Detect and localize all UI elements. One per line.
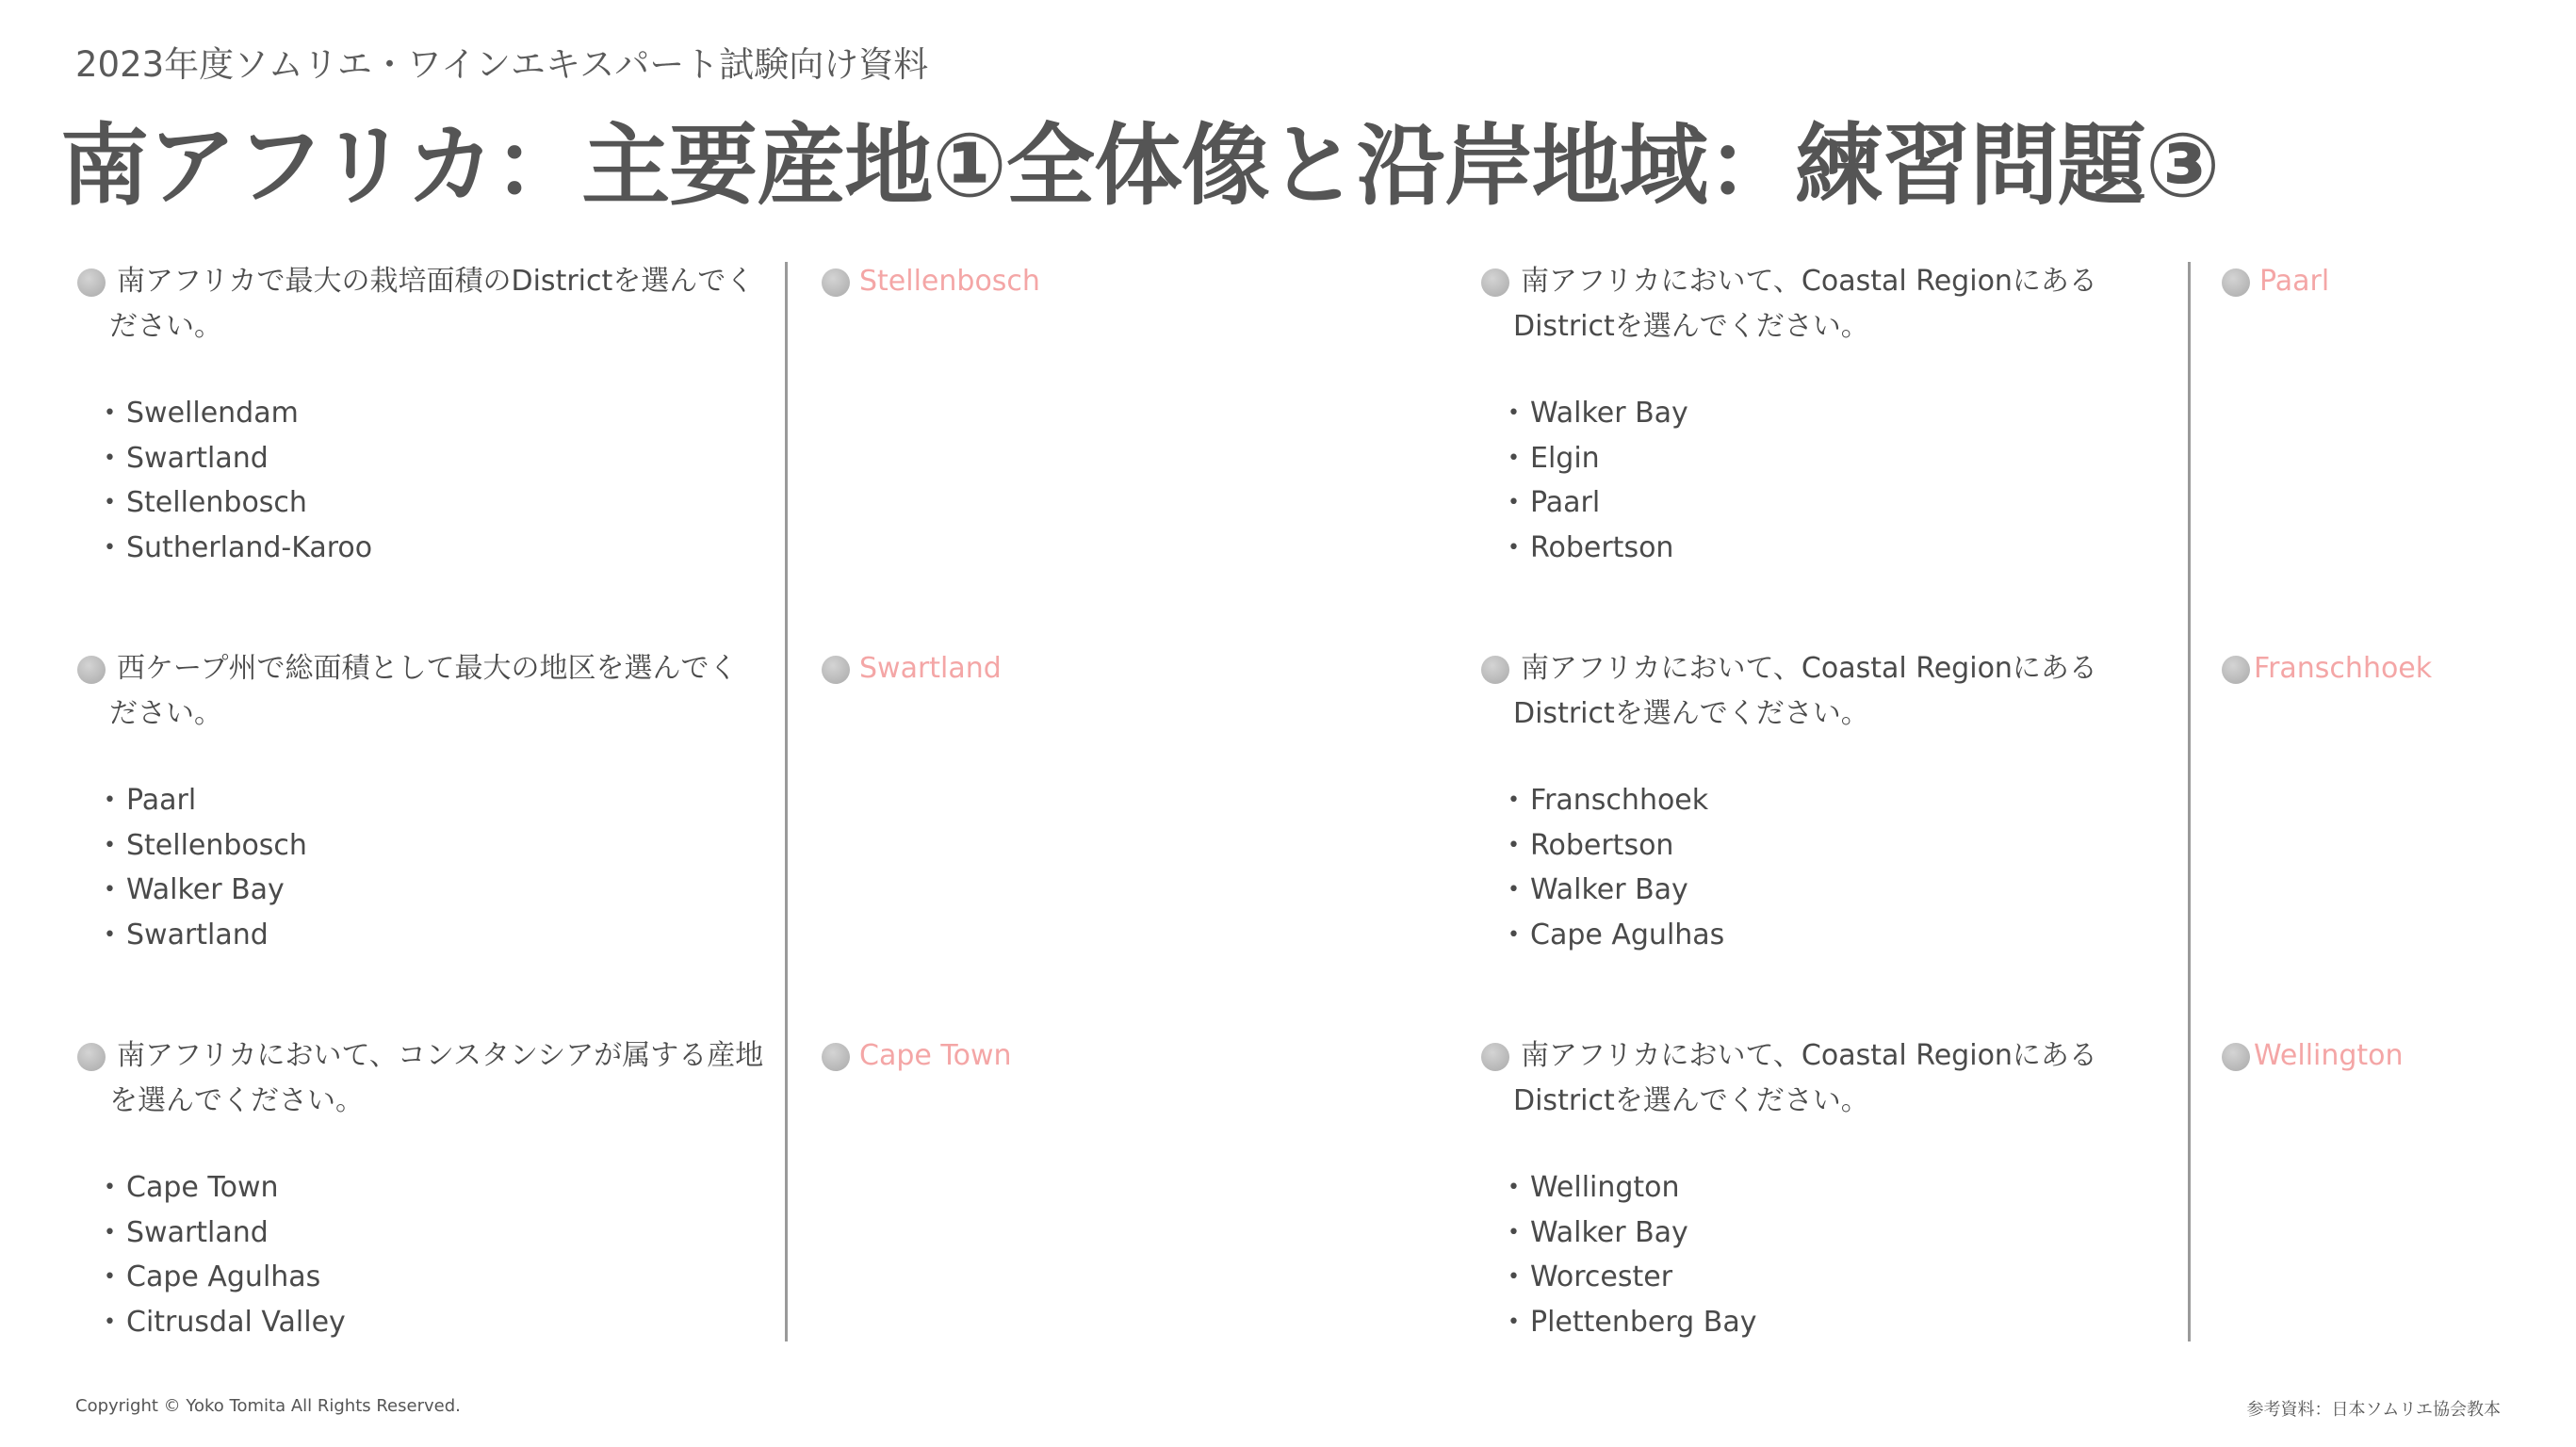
answer — [2222, 1033, 2404, 1079]
answer-bullet-icon — [2222, 268, 2250, 297]
options-list — [104, 391, 372, 570]
option-item: • Walker Bay — [104, 868, 307, 913]
option-item: • Robertson — [1508, 823, 1724, 869]
answer-bullet-icon — [2222, 1043, 2250, 1071]
answer-bullet-icon — [822, 656, 850, 684]
question-text: 南アフリカにおいて、コンスタンシアが属する産地を選んでください。 — [109, 1039, 764, 1117]
question-text: 南アフリカで最大の栽培面積のDistrictを選んでください。 — [109, 265, 755, 343]
answer-text: Paarl — [2259, 265, 2330, 298]
option-item: • Franschhoek — [1508, 778, 1724, 823]
option-item: • Paarl — [104, 778, 307, 823]
answer-text: Cape Town — [859, 1039, 1012, 1072]
header-subtitle: 2023年度ソムリエ・ワインエキスパート試験向け資料 — [75, 44, 929, 85]
question-bullet-icon — [1481, 1043, 1509, 1071]
question-bullet-icon — [77, 268, 106, 297]
question-bullet-icon — [77, 656, 106, 684]
question-bullet-icon — [1481, 268, 1509, 297]
option-item: • Cape Agulhas — [1508, 913, 1724, 958]
question — [1481, 646, 2169, 737]
question — [1481, 1033, 2169, 1124]
question-text: 南アフリカにおいて、Coastal RegionにあるDistrictを選んでください。 — [1513, 1039, 2097, 1117]
answer-text: Stellenbosch — [859, 265, 1040, 298]
answer — [822, 259, 1040, 304]
answer — [2222, 259, 2329, 304]
answer-bullet-icon — [822, 268, 850, 297]
option-item: • Wellington — [1508, 1165, 1756, 1211]
question — [1481, 259, 2169, 350]
page-title: 南アフリカ：主要産地①全体像と沿岸地域：練習問題③ — [60, 115, 2220, 218]
option-item: • Stellenbosch — [104, 480, 372, 526]
option-item: • Swartland — [104, 913, 307, 958]
options-list — [1508, 391, 1688, 570]
options-list — [104, 1165, 346, 1344]
option-item: • Robertson — [1508, 526, 1688, 571]
option-item: • Walker Bay — [1508, 391, 1688, 436]
option-item: • Citrusdal Valley — [104, 1300, 346, 1345]
option-item: • Cape Agulhas — [104, 1255, 346, 1300]
option-item: • Swellendam — [104, 391, 372, 436]
option-item: • Worcester — [1508, 1255, 1756, 1300]
question-bullet-icon — [77, 1043, 106, 1071]
options-list — [1508, 1165, 1756, 1344]
question-text: 南アフリカにおいて、Coastal RegionにあるDistrictを選んでください。 — [1513, 652, 2097, 730]
option-item: • Walker Bay — [1508, 1211, 1756, 1256]
answer — [822, 646, 1002, 691]
answer-text: Franschhoek — [2254, 652, 2433, 685]
options-list — [104, 778, 307, 957]
option-item: • Swartland — [104, 1211, 346, 1256]
question — [77, 1033, 765, 1124]
question-text: 南アフリカにおいて、Coastal RegionにあるDistrictを選んでください。 — [1513, 265, 2097, 343]
answer-text: Wellington — [2254, 1039, 2404, 1072]
copyright: Copyright © Yoko Tomita All Rights Reserved. — [75, 1396, 461, 1416]
answer-text: Swartland — [859, 652, 1002, 685]
question — [77, 646, 765, 737]
answer-bullet-icon — [2222, 656, 2250, 684]
question-bullet-icon — [1481, 656, 1509, 684]
reference-note: 参考資料：日本ソムリエ協会教本 — [2246, 1400, 2501, 1420]
option-item: • Paarl — [1508, 480, 1688, 526]
option-item: • Stellenbosch — [104, 823, 307, 869]
question — [77, 259, 765, 350]
option-item: • Plettenberg Bay — [1508, 1300, 1756, 1345]
option-item: • Swartland — [104, 436, 372, 481]
option-item: • Elgin — [1508, 436, 1688, 481]
answer-bullet-icon — [822, 1043, 850, 1071]
answer — [822, 1033, 1012, 1079]
column-divider — [785, 262, 788, 1341]
options-list — [1508, 778, 1724, 957]
answer — [2222, 646, 2432, 691]
option-item: • Sutherland-Karoo — [104, 526, 372, 571]
question-text: 西ケープ州で総面積として最大の地区を選んでください。 — [109, 652, 738, 730]
option-item: • Cape Town — [104, 1165, 346, 1211]
option-item: • Walker Bay — [1508, 868, 1724, 913]
column-divider — [2188, 262, 2191, 1341]
